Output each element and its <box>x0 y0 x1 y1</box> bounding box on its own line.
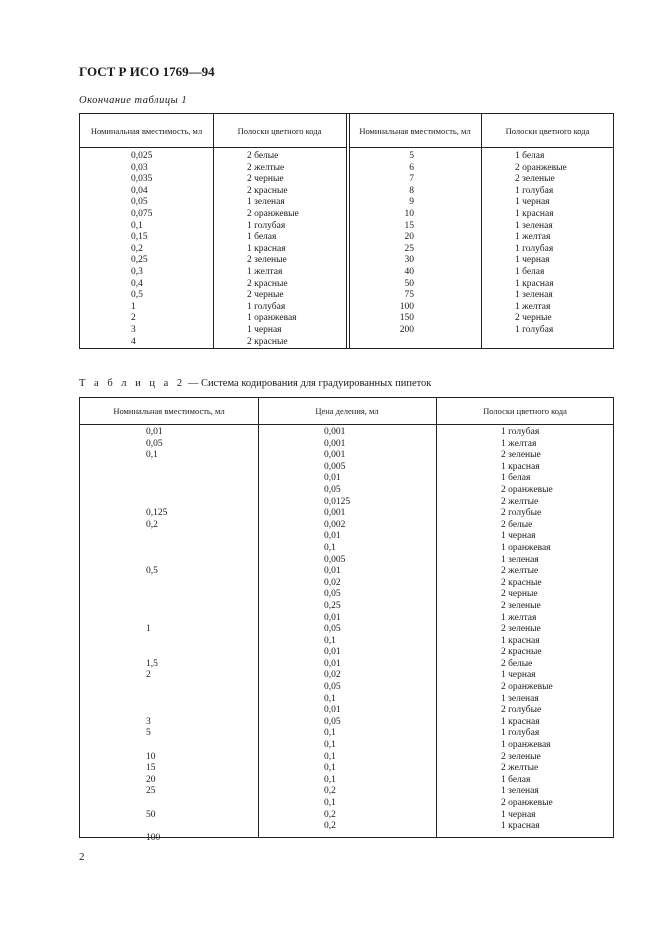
table-cell: 40 <box>404 266 414 277</box>
table-cell: 75 <box>404 290 414 301</box>
table-cell <box>146 798 167 810</box>
table-cell: 1 красная <box>501 716 540 727</box>
table-cell: 150 <box>399 313 414 324</box>
table1-header-capacity-right: Номинальная вместимость, мл <box>349 114 481 148</box>
table-cell: 0,4 <box>131 278 143 289</box>
table-cell: 10 <box>404 208 414 219</box>
table2 <box>79 397 614 843</box>
table-cell: 1 оранжевая <box>501 740 551 751</box>
table-cell: 0,001 <box>324 450 346 461</box>
table-cell: 2 белые <box>501 519 533 530</box>
table-cell: 0,3 <box>131 266 143 277</box>
table-cell: 1 красная <box>501 461 540 472</box>
table-cell: 2 оранжевые <box>501 798 553 808</box>
table-cell: 2 черные <box>247 290 284 301</box>
table-cell: 0,1 <box>324 728 336 739</box>
table-cell: 6 <box>409 162 414 173</box>
table-cell: 2 черные <box>515 313 552 324</box>
table-cell: 1 черная <box>501 809 536 820</box>
table-cell: 1 черная <box>501 670 536 681</box>
table-cell: 1 зеленая <box>501 693 539 704</box>
table-cell: 10 <box>146 751 156 762</box>
table-cell: 2 черные <box>247 174 284 185</box>
table-cell: 100 <box>146 832 161 843</box>
table-cell: 0,025 <box>131 151 153 161</box>
table1-double-divider <box>346 114 350 348</box>
table2-divider <box>258 398 259 837</box>
table-cell: 2 красные <box>247 278 288 289</box>
table-cell <box>146 555 167 567</box>
table-cell <box>146 613 167 625</box>
table-cell: 0,04 <box>131 185 148 196</box>
table1-header-capacity-left: Номинальная вместимость, мл <box>80 114 213 148</box>
table-cell: 0,15 <box>131 232 148 243</box>
table-cell: 1 желтая <box>501 438 537 449</box>
table-cell: 1 зеленая <box>501 786 539 797</box>
table2-caption <box>79 378 431 389</box>
table-cell: 1 желтая <box>515 232 551 243</box>
table-cell: 1 черная <box>501 531 536 542</box>
table-cell: 1 зеленая <box>247 197 285 208</box>
table-cell: 2 зеленые <box>501 600 541 611</box>
table-cell <box>146 694 167 706</box>
table-cell <box>146 636 167 648</box>
table-cell: 0,005 <box>324 554 346 565</box>
table-cell: 25 <box>146 786 156 797</box>
table-cell: 0,2 <box>324 786 336 797</box>
table1-header-color-right: Полоски цветного кода <box>481 114 614 148</box>
table-cell: 0,01 <box>324 658 341 669</box>
table-cell: 1 голубая <box>515 324 554 335</box>
table-cell: 0,1 <box>324 774 336 785</box>
table-cell: 1 красная <box>501 821 540 832</box>
table-cell: 0,1 <box>324 751 336 762</box>
table-cell: 0,1 <box>324 740 336 751</box>
table-cell: 1 белая <box>247 232 277 243</box>
table-cell: 0,1 <box>324 635 336 646</box>
table1-caption: Окончание таблицы 1 <box>79 95 188 106</box>
table-cell: 2 <box>146 670 151 681</box>
table-cell: 0,05 <box>324 589 341 600</box>
table-cell: 2 зеленые <box>501 751 541 762</box>
table1-divider <box>481 114 482 348</box>
table-cell: 0,05 <box>324 716 341 727</box>
table-cell: 1 красная <box>515 208 554 219</box>
table1-header-color-left: Полоски цветного кода <box>213 114 346 148</box>
table-cell <box>146 531 167 543</box>
table-cell: 50 <box>146 809 156 820</box>
table-cell: 2 красные <box>247 336 288 347</box>
table-cell: 0,01 <box>324 566 341 577</box>
table2-caption-prefix: Т а б л и ц а 2 <box>79 378 186 389</box>
table-cell: 2 зеленые <box>247 255 287 266</box>
table-cell <box>146 740 167 752</box>
table-cell: 2 оранжевые <box>501 682 553 693</box>
table-cell: 0,5 <box>131 290 143 301</box>
table-cell: 2 желтые <box>501 496 539 507</box>
table-cell: 0,25 <box>324 600 341 611</box>
table1-right-color-column <box>515 151 567 337</box>
table-cell: 0,05 <box>324 682 341 693</box>
table-cell: 2 голубые <box>501 508 542 519</box>
table-cell: 0,05 <box>131 197 148 208</box>
table-cell: 1,5 <box>146 658 158 669</box>
table-cell: 0,125 <box>146 508 168 519</box>
table-cell: 2 черные <box>501 589 538 600</box>
table2-color-column <box>501 427 553 833</box>
table-cell: 1 зеленая <box>515 290 553 301</box>
table-cell: 0,2 <box>324 809 336 820</box>
table-cell <box>146 705 167 717</box>
table-cell: 0,25 <box>131 255 148 266</box>
table-cell: 2 <box>131 313 136 324</box>
table-cell: 0,1 <box>131 220 143 231</box>
table-cell: 1 желтая <box>501 612 537 623</box>
table-cell <box>146 485 167 497</box>
table-cell: 2 красные <box>501 577 542 588</box>
table-cell: 0,01 <box>324 473 341 484</box>
table-cell: 1 красная <box>501 635 540 646</box>
document-title: ГОСТ Р ИСО 1769—94 <box>79 64 215 79</box>
table-cell: 0,1 <box>324 693 336 704</box>
table-cell <box>146 473 167 485</box>
table-cell: 2 оранжевые <box>247 208 299 219</box>
table-cell: 0,035 <box>131 174 153 185</box>
table-cell: 25 <box>404 243 414 254</box>
table-cell: 0,01 <box>324 612 341 623</box>
table-cell: 0,2 <box>131 243 143 254</box>
table2-division-column <box>324 427 350 833</box>
table-cell: 2 зеленые <box>501 624 541 635</box>
table-cell: 1 красная <box>515 278 554 289</box>
table-cell: 15 <box>146 763 156 774</box>
table-cell: 0,03 <box>131 162 148 173</box>
table-cell: 0,01 <box>324 705 341 716</box>
table-cell <box>146 601 167 613</box>
table-cell: 1 голубая <box>501 728 540 739</box>
table-cell: 0,001 <box>324 438 346 449</box>
table-cell: 1 голубая <box>515 185 554 196</box>
table-cell: 20 <box>146 774 156 785</box>
table-cell: 50 <box>404 278 414 289</box>
table-cell: 2 белые <box>501 658 533 669</box>
table-cell: 0,02 <box>324 670 341 681</box>
table-cell: 1 голубая <box>247 301 286 312</box>
table-cell <box>146 497 167 509</box>
table-cell <box>146 578 167 590</box>
table-cell: 1 белая <box>515 151 545 161</box>
table-cell: 1 белая <box>501 774 531 785</box>
table-cell: 1 голубая <box>501 427 540 437</box>
table-cell: 15 <box>404 220 414 231</box>
table1-left-capacity-column <box>131 151 152 348</box>
table-cell: 0,001 <box>324 427 346 437</box>
table2-header-division: Цена деления, мл <box>258 398 436 425</box>
table1 <box>79 113 614 349</box>
table-cell: 1 черная <box>515 197 550 208</box>
table-cell: 1 черная <box>515 255 550 266</box>
table-cell: 1 зеленая <box>515 220 553 231</box>
table-cell: 8 <box>409 185 414 196</box>
table-cell: 2 белые <box>247 151 279 161</box>
table-cell: 1 красная <box>247 243 286 254</box>
table-cell: 1 оранжевая <box>247 313 297 324</box>
table-cell: 0,001 <box>324 508 346 519</box>
table-cell: 0,2 <box>146 519 158 530</box>
table-cell: 1 оранжевая <box>501 542 551 553</box>
table-cell: 0,01 <box>324 647 341 658</box>
table-cell: 1 голубая <box>515 243 554 254</box>
table-cell: 0,1 <box>324 798 336 808</box>
table-cell: 4 <box>131 336 136 347</box>
table-cell: 20 <box>404 232 414 243</box>
table-cell: 2 красные <box>247 185 288 196</box>
table1-right-capacity-column <box>368 151 414 337</box>
table-cell: 0,01 <box>146 427 163 437</box>
table-cell <box>146 462 167 474</box>
table-cell: 2 желтые <box>501 763 539 774</box>
table-cell: 2 голубые <box>501 705 542 716</box>
table-cell: 100 <box>399 301 414 312</box>
table-cell: 7 <box>409 174 414 185</box>
table-cell: 1 черная <box>247 324 282 335</box>
table-cell: 1 <box>131 301 136 312</box>
table-cell: 0,1 <box>324 542 336 553</box>
table-cell: 2 оранжевые <box>515 162 567 173</box>
table-cell <box>146 821 167 833</box>
table-cell: 0,05 <box>324 624 341 635</box>
table-cell: 30 <box>404 255 414 266</box>
table-cell: 2 зеленые <box>515 174 555 185</box>
table-cell: 0,075 <box>131 208 153 219</box>
table-cell: 200 <box>399 324 414 335</box>
table2-capacity-column <box>146 427 167 844</box>
table-cell <box>146 682 167 694</box>
table-cell: 9 <box>409 197 414 208</box>
table-cell: 1 белая <box>501 473 531 484</box>
table1-divider <box>213 114 214 348</box>
table-cell <box>146 647 167 659</box>
table-cell: 0,002 <box>324 519 346 530</box>
table-cell: 5 <box>409 151 414 161</box>
table2-divider <box>436 398 437 837</box>
table-cell: 0,5 <box>146 566 158 577</box>
table-cell: 0,1 <box>146 450 158 461</box>
table-cell: 0,05 <box>146 438 163 449</box>
table-cell: 0,2 <box>324 821 336 832</box>
table-cell: 2 красные <box>501 647 542 658</box>
page-number: 2 <box>79 851 85 863</box>
table-cell: 0,05 <box>324 484 341 495</box>
table-cell: 5 <box>146 728 151 739</box>
table-cell: 3 <box>131 324 136 335</box>
table2-header-color: Полоски цветного кода <box>436 398 614 425</box>
table2-header-capacity: Номинальная вместимость, мл <box>80 398 258 425</box>
table-cell: 1 белая <box>515 266 545 277</box>
table-cell: 0,0125 <box>324 496 351 507</box>
table-cell: 1 голубая <box>247 220 286 231</box>
table-cell: 0,1 <box>324 763 336 774</box>
table-cell: 0,02 <box>324 577 341 588</box>
table-cell: 2 желтые <box>247 162 285 173</box>
table-cell: 1 <box>146 624 151 635</box>
table-cell <box>146 589 167 601</box>
table1-left-color-column <box>247 151 299 348</box>
table2-caption-text: — Система кодирования для градуированных пипеток <box>185 378 432 389</box>
table-cell <box>146 543 167 555</box>
table-cell: 0,01 <box>324 531 341 542</box>
table-cell: 3 <box>146 716 151 727</box>
table-cell: 1 желтая <box>247 266 283 277</box>
table-cell: 2 зеленые <box>501 450 541 461</box>
table-cell: 1 желтая <box>515 301 551 312</box>
table-cell: 2 желтые <box>501 566 539 577</box>
table-cell: 0,005 <box>324 461 346 472</box>
table-cell: 2 оранжевые <box>501 484 553 495</box>
table-cell: 1 зеленая <box>501 554 539 565</box>
